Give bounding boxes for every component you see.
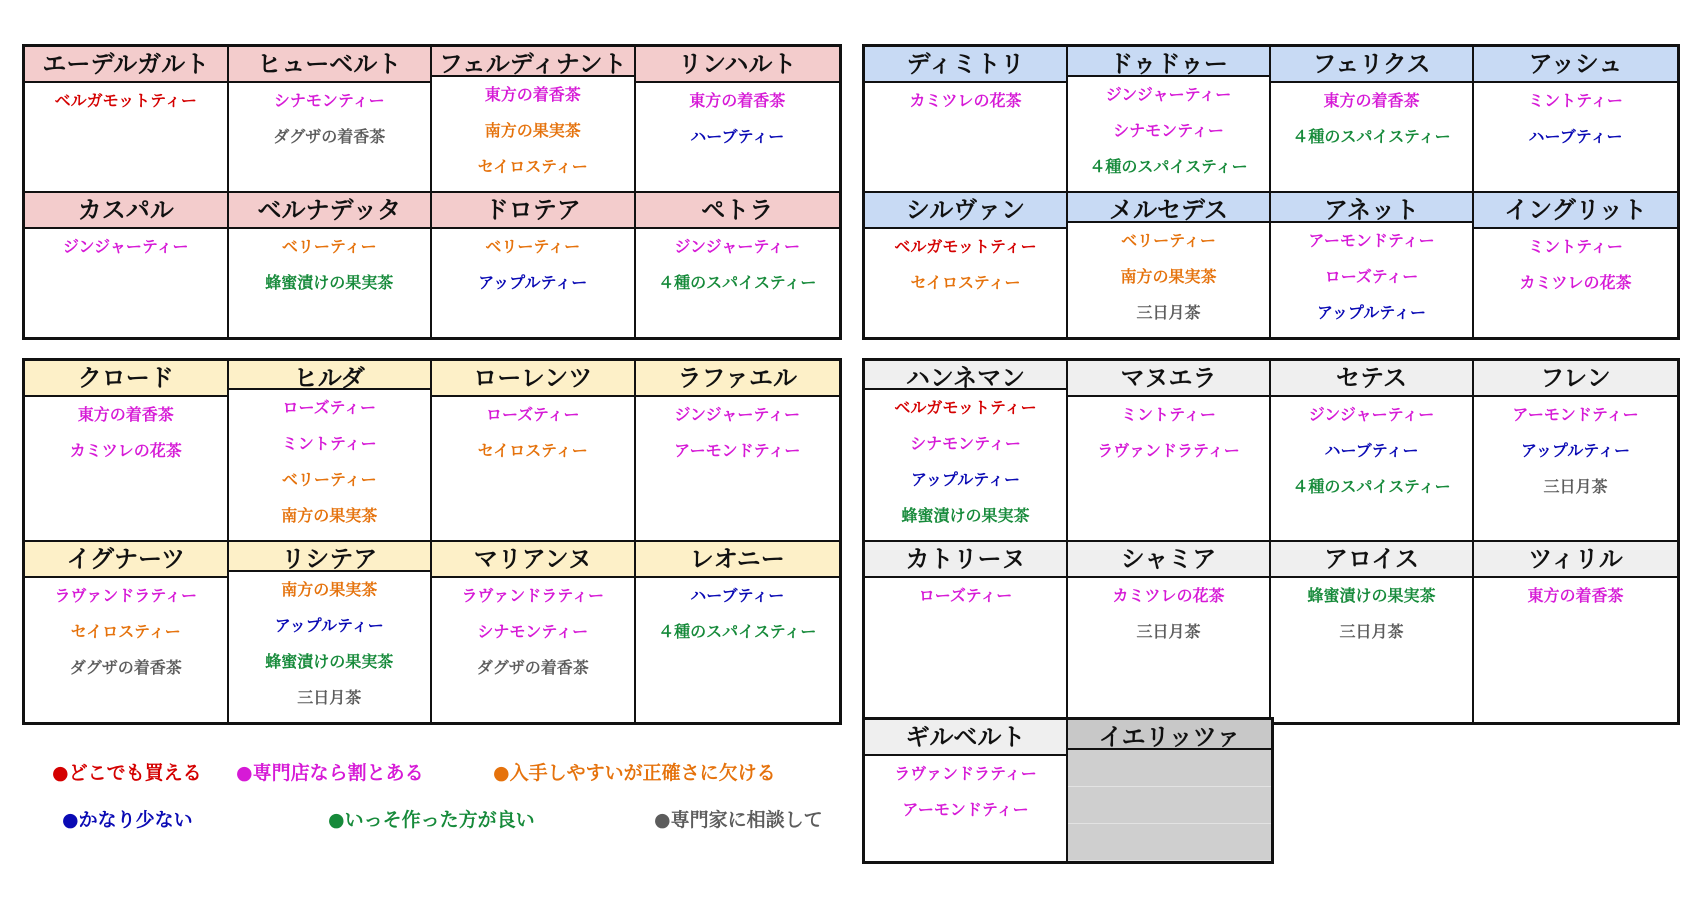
legend-item: ●入手しやすいが正確さに欠ける bbox=[493, 762, 776, 784]
tea-list bbox=[229, 83, 431, 161]
tea-item: アップルティー bbox=[911, 470, 1020, 489]
character-name: カスパル bbox=[25, 193, 227, 229]
tea-item: シナモンティー bbox=[273, 91, 385, 110]
tea-item: セイロスティー bbox=[477, 157, 588, 176]
tea-item: 蜂蜜漬けの果実茶 bbox=[265, 273, 394, 292]
character-name: マヌエラ bbox=[1068, 361, 1269, 397]
tea-item: ベリーティー bbox=[281, 237, 377, 256]
character-name: セテス bbox=[1271, 361, 1472, 397]
tea-item: ミントティー bbox=[281, 434, 377, 453]
tea-list bbox=[865, 229, 1066, 307]
tea-item: ローズティー bbox=[1324, 267, 1419, 286]
tea-item: ダグザの着香茶 bbox=[69, 658, 182, 677]
character-name: ハンネマン bbox=[865, 361, 1066, 390]
character-name: フェリクス bbox=[1271, 47, 1472, 83]
tea-item: 南方の果実茶 bbox=[484, 121, 581, 140]
tea-item: アップルティー bbox=[478, 273, 588, 292]
legend-item: ●どこでも買える bbox=[52, 762, 202, 784]
tea-item: ミントティー bbox=[1528, 91, 1623, 110]
tea-item: 三日月茶 bbox=[1339, 622, 1404, 641]
character-name: リシテア bbox=[229, 542, 431, 572]
character-name: イングリット bbox=[1474, 193, 1677, 229]
character-name: フレン bbox=[1474, 361, 1677, 397]
tea-list bbox=[1474, 229, 1677, 307]
tea-item: ダグザの着香茶 bbox=[476, 658, 589, 677]
tea-item: ベリーティー bbox=[1121, 231, 1216, 250]
empty-band bbox=[1068, 787, 1271, 824]
character-cell bbox=[1068, 542, 1271, 722]
tea-item: ミントティー bbox=[1121, 405, 1216, 424]
character-cell bbox=[865, 47, 1068, 193]
character-cell bbox=[1271, 361, 1474, 542]
character-cell bbox=[432, 361, 636, 542]
character-name: ヒューベルト bbox=[229, 47, 431, 83]
tea-item: ４種のスパイスティー bbox=[658, 273, 817, 292]
empty-band bbox=[1068, 750, 1271, 787]
character-cell bbox=[229, 47, 433, 193]
tea-list bbox=[229, 390, 431, 540]
character-cell bbox=[229, 361, 433, 542]
tea-list bbox=[636, 397, 840, 475]
tea-item: セイロスティー bbox=[910, 273, 1021, 292]
legend-item: ●いっそ作った方が良い bbox=[328, 809, 535, 831]
tea-item: アップルティー bbox=[274, 616, 384, 635]
tea-item: カミツレの花茶 bbox=[909, 91, 1022, 110]
tea-item: ジンジャーティー bbox=[674, 405, 801, 424]
tea-list bbox=[432, 229, 634, 307]
tea-item: ４種のスパイスティー bbox=[658, 622, 817, 641]
character-cell bbox=[432, 193, 636, 337]
character-name: マリアンヌ bbox=[432, 542, 634, 578]
character-name: アッシュ bbox=[1474, 47, 1677, 83]
tea-list bbox=[432, 578, 634, 692]
tea-list bbox=[865, 83, 1066, 125]
tea-item: ローズティー bbox=[485, 405, 580, 424]
tea-list bbox=[25, 578, 227, 692]
tea-item: ミントティー bbox=[1528, 237, 1623, 256]
tea-item: ハーブティー bbox=[690, 586, 785, 605]
character-cell bbox=[25, 542, 229, 722]
legend-item: ●専門店なら割とある bbox=[236, 762, 424, 784]
group-gray bbox=[862, 358, 1680, 725]
tea-item: ローズティー bbox=[282, 398, 377, 417]
character-cell bbox=[432, 47, 636, 193]
tea-list bbox=[1068, 223, 1269, 337]
tea-item: ４種のスパイスティー bbox=[1292, 477, 1451, 496]
tea-item: カミツレの花茶 bbox=[69, 441, 182, 460]
tea-list bbox=[1474, 578, 1677, 620]
character-cell bbox=[636, 47, 840, 193]
tea-item: ベリーティー bbox=[485, 237, 581, 256]
tea-item: 三日月茶 bbox=[1136, 303, 1201, 322]
character-name: シャミア bbox=[1068, 542, 1269, 578]
tea-list bbox=[25, 83, 227, 125]
character-cell bbox=[229, 542, 433, 722]
character-name: ドゥドゥー bbox=[1068, 47, 1269, 77]
character-name: エーデルガルト bbox=[25, 47, 227, 83]
character-cell bbox=[25, 193, 229, 337]
tea-item: 蜂蜜漬けの果実茶 bbox=[265, 652, 394, 671]
tea-item: ジンジャーティー bbox=[1105, 85, 1232, 104]
character-name: ディミトリ bbox=[865, 47, 1066, 83]
tea-item: セイロスティー bbox=[70, 622, 181, 641]
tea-list bbox=[1474, 397, 1677, 511]
tea-item: 三日月茶 bbox=[1136, 622, 1201, 641]
tea-list bbox=[636, 578, 840, 656]
tea-list bbox=[1474, 83, 1677, 161]
character-cell bbox=[636, 193, 840, 337]
character-cell bbox=[229, 193, 433, 337]
tea-item: ジンジャーティー bbox=[1308, 405, 1435, 424]
tea-item: 東方の着香茶 bbox=[484, 85, 581, 104]
tea-list bbox=[432, 397, 634, 475]
tea-item: ラヴァンドラティー bbox=[54, 586, 198, 605]
tea-item: 蜂蜜漬けの果実茶 bbox=[901, 506, 1030, 525]
tea-item: ダグザの着香茶 bbox=[273, 127, 386, 146]
character-name: フェルディナント bbox=[432, 47, 634, 77]
tea-item: 南方の果実茶 bbox=[1120, 267, 1217, 286]
tea-item: アーモンドティー bbox=[902, 800, 1029, 819]
tea-item: ベリーティー bbox=[281, 470, 377, 489]
character-name: ドロテア bbox=[432, 193, 634, 229]
character-name: ヒルダ bbox=[229, 361, 431, 390]
tea-item: 三日月茶 bbox=[297, 688, 362, 707]
character-cell bbox=[1271, 47, 1474, 193]
character-cell bbox=[1474, 361, 1677, 542]
tea-list bbox=[636, 229, 840, 307]
tea-list bbox=[636, 83, 840, 161]
tea-item: アップルティー bbox=[1521, 441, 1630, 460]
tea-item: アーモンドティー bbox=[674, 441, 801, 460]
group-pink bbox=[22, 44, 842, 340]
tea-item: 東方の着香茶 bbox=[1323, 91, 1420, 110]
tea-item: セイロスティー bbox=[477, 441, 588, 460]
character-cell bbox=[865, 720, 1068, 861]
tea-list bbox=[1068, 578, 1269, 656]
tea-item: ラヴァンドラティー bbox=[1097, 441, 1240, 460]
tea-item: カミツレの花茶 bbox=[1112, 586, 1225, 605]
tea-item: 東方の着香茶 bbox=[1527, 586, 1624, 605]
tea-list bbox=[1271, 223, 1472, 337]
character-cell bbox=[1068, 720, 1271, 861]
tea-item: ベルガモットティー bbox=[894, 398, 1037, 417]
tea-item: 蜂蜜漬けの果実茶 bbox=[1307, 586, 1436, 605]
character-cell bbox=[1068, 361, 1271, 542]
tea-item: ベルガモットティー bbox=[54, 91, 197, 110]
tea-list bbox=[865, 390, 1066, 540]
tea-item: ジンジャーティー bbox=[674, 237, 801, 256]
tea-list bbox=[25, 397, 227, 475]
tea-item: ベルガモットティー bbox=[894, 237, 1037, 256]
tea-list bbox=[1068, 397, 1269, 475]
tea-list bbox=[1271, 83, 1472, 161]
character-name: ベルナデッタ bbox=[229, 193, 431, 229]
character-name: メルセデス bbox=[1068, 193, 1269, 223]
tea-list bbox=[229, 229, 431, 307]
legend-item: ●かなり少ない bbox=[62, 809, 193, 831]
character-cell bbox=[1271, 193, 1474, 337]
tea-item: 三日月茶 bbox=[1543, 477, 1608, 496]
character-name: ペトラ bbox=[636, 193, 840, 229]
character-name: シルヴァン bbox=[865, 193, 1066, 229]
empty-band bbox=[1068, 824, 1271, 861]
tea-item: シナモンティー bbox=[1113, 121, 1224, 140]
tea-item: ジンジャーティー bbox=[62, 237, 189, 256]
tea-item: 東方の着香茶 bbox=[689, 91, 786, 110]
character-name: クロード bbox=[25, 361, 227, 397]
character-cell bbox=[25, 47, 229, 193]
group-blue bbox=[862, 44, 1680, 340]
tea-item: アーモンドティー bbox=[1308, 231, 1435, 250]
character-cell bbox=[25, 361, 229, 542]
character-cell bbox=[1068, 47, 1271, 193]
tea-item: 南方の果実茶 bbox=[281, 580, 378, 599]
tea-list bbox=[865, 756, 1066, 834]
legend-item: ●専門家に相談して bbox=[654, 809, 823, 831]
tea-list bbox=[1068, 77, 1269, 191]
character-name: レオニー bbox=[636, 542, 840, 578]
character-cell bbox=[636, 361, 840, 542]
tea-item: アップルティー bbox=[1317, 303, 1426, 322]
character-name: アロイス bbox=[1271, 542, 1472, 578]
tea-item: ラヴァンドラティー bbox=[461, 586, 605, 605]
tea-item: アーモンドティー bbox=[1512, 405, 1639, 424]
tea-item: ４種のスパイスティー bbox=[1292, 127, 1451, 146]
tea-item: ラヴァンドラティー bbox=[894, 764, 1037, 783]
tea-list bbox=[1271, 578, 1472, 656]
character-name: ラファエル bbox=[636, 361, 840, 397]
tea-item: 東方の着香茶 bbox=[77, 405, 174, 424]
character-cell bbox=[1474, 47, 1677, 193]
tea-list bbox=[229, 572, 431, 722]
character-name: カトリーヌ bbox=[865, 542, 1066, 578]
character-cell bbox=[1474, 542, 1677, 722]
character-cell bbox=[432, 542, 636, 722]
tea-item: ハーブティー bbox=[1528, 127, 1623, 146]
tea-item: 南方の果実茶 bbox=[281, 506, 378, 525]
group-extra bbox=[862, 717, 1274, 864]
empty-tea-area bbox=[1068, 750, 1271, 861]
character-name: ツィリル bbox=[1474, 542, 1677, 578]
character-name: ローレンツ bbox=[432, 361, 634, 397]
tea-item: ハーブティー bbox=[690, 127, 785, 146]
tea-item: シナモンティー bbox=[910, 434, 1021, 453]
tea-list bbox=[25, 229, 227, 271]
character-name: イエリッツァ bbox=[1068, 720, 1271, 750]
character-cell bbox=[1271, 542, 1474, 722]
character-cell bbox=[1474, 193, 1677, 337]
tea-list bbox=[432, 77, 634, 191]
tea-list bbox=[865, 578, 1066, 620]
group-yellow bbox=[22, 358, 842, 725]
character-cell bbox=[865, 193, 1068, 337]
character-name: リンハルト bbox=[636, 47, 840, 83]
tea-item: ローズティー bbox=[918, 586, 1013, 605]
tea-item: カミツレの花茶 bbox=[1519, 273, 1632, 292]
character-name: アネット bbox=[1271, 193, 1472, 223]
character-cell bbox=[1068, 193, 1271, 337]
tea-item: シナモンティー bbox=[477, 622, 589, 641]
character-name: ギルベルト bbox=[865, 720, 1066, 756]
character-cell bbox=[636, 542, 840, 722]
character-name: イグナーツ bbox=[25, 542, 227, 578]
character-cell bbox=[865, 542, 1068, 722]
character-cell bbox=[865, 361, 1068, 542]
tea-item: ４種のスパイスティー bbox=[1089, 157, 1248, 176]
tea-item: ハーブティー bbox=[1324, 441, 1419, 460]
tea-list bbox=[1271, 397, 1472, 511]
